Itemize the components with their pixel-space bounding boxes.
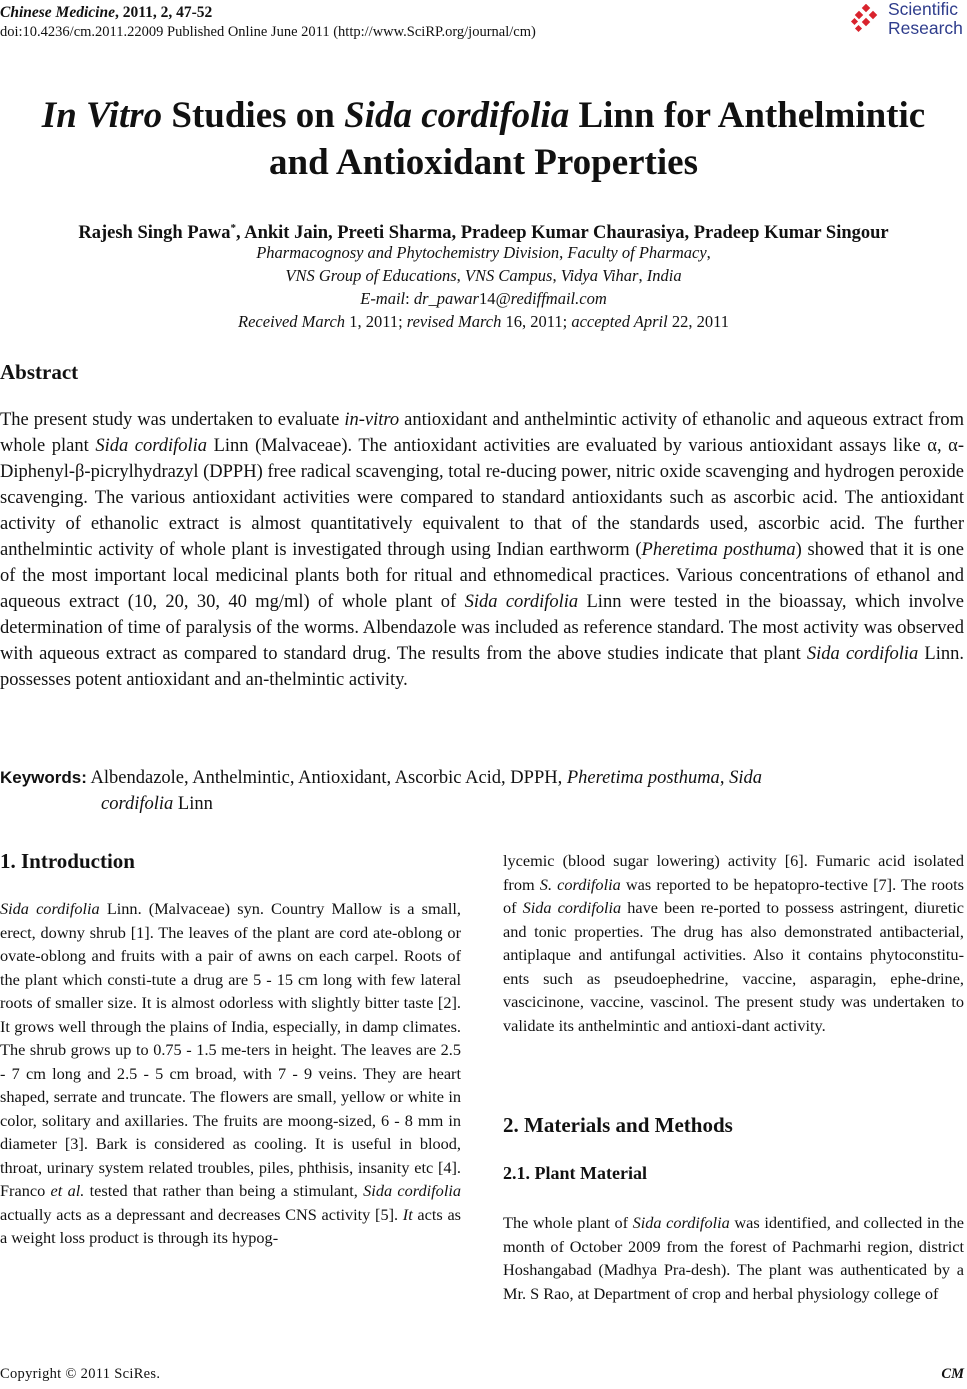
title-line-1 [0, 92, 967, 139]
methods-text: was identified, and collected in the month of October 2009 from the forest of Pachmarhi region, district Hoshangabad (Madhya Pra-desh). The plant was authenticated by a Mr. S Rao, at Department of crop and herbal physiology college of [503, 1213, 964, 1303]
journal-abbreviation: CM [941, 1366, 964, 1382]
logo-line-2: Research [888, 18, 963, 38]
affil-city: Vidya Vihar [560, 266, 639, 285]
affiliation-line-1 [0, 241, 967, 264]
abstract-italic: Sida cordifolia [806, 644, 919, 664]
copyright-notice: Copyright © 2011 SciRes. [0, 1366, 161, 1382]
revised-label: revised March [406, 312, 502, 331]
co-authors: , Ankit Jain, Preeti Sharma, Pradeep Kumar Chaurasiya, Pradeep Kumar Singour [235, 223, 889, 244]
journal-citation [0, 4, 212, 22]
received-date: 1, 2011; [345, 312, 407, 331]
abstract-text: Linn were tested in the bioassay, which involve determination of time of paralysis of the worms. Albendazole was included as reference standard. The most activity was observed with aqueous extract as compared to standard drug. The results from the above studies indicate that plant [0, 592, 964, 664]
journal-volume: , 2011, 2, 47-52 [114, 4, 213, 21]
keywords-text: Albendazole, Anthelmintic, Antioxidant, Ascorbic Acid, DPPH, [86, 768, 567, 788]
keywords-line-1 [0, 765, 964, 791]
abstract-text: Linn. possesses potent antioxidant and an-thelmintic activity. [0, 644, 964, 690]
corresponding-author: Rajesh Singh Pawa [78, 223, 231, 244]
affil-division: Pharmacognosy and Phytochemistry Division [256, 243, 560, 262]
title-text-2: Linn for Anthelmintic [569, 95, 926, 136]
methods-italic: Sida cordifolia [632, 1213, 730, 1232]
intro-italic: Sida cordifolia [363, 1181, 462, 1200]
revised-date: 16, 2011; [501, 312, 572, 331]
affil-sep: , [456, 266, 465, 285]
intro-italic: Sida cordifolia [522, 898, 622, 917]
email-colon: : [405, 289, 414, 308]
abstract-heading: Abstract [0, 360, 79, 384]
scientific-research-logo-icon [850, 4, 882, 36]
email-domain[interactable]: @rediffmail.com [495, 289, 607, 308]
dates-line [0, 310, 967, 333]
keywords-italic: cordifolia [101, 794, 174, 814]
abstract-text: Linn (Malvaceae). The antioxidant activities are evaluated by various antioxidant assays like α, α-Diphenyl-β-picrylhydrazyl (DPPH) free radical scavenging, total re-ducing power, nitric oxide scavenging and hydrogen peroxide scavenging. The various antioxidant activities were compared to standard antioxidants such as ascorbic acid. The antioxidant activity of ethanolic extract is almost quantitatively equivalent to that of the standards used, ascorbic acid. The further anthelmintic activity of whole plant is investigated through using Indian earthworm ( [0, 436, 964, 560]
intro-text: lycemic (blood sugar lowering) activity [6]. Fumaric acid isolated from [503, 851, 964, 894]
affil-faculty: Faculty of Pharmacy [567, 243, 707, 262]
email-digits[interactable]: 14 [478, 289, 496, 308]
email-user[interactable]: dr_pawar [413, 289, 479, 308]
intro-text: tested that rather than being a stimulant, [84, 1181, 364, 1200]
paper-title [0, 92, 967, 186]
intro-text: was reported to be hepatopro-tective [7]. The roots of [503, 874, 964, 917]
affil-sep: , [559, 243, 568, 262]
section-heading-materials-methods: 2. Materials and Methods [503, 1113, 733, 1137]
abstract-body [0, 407, 964, 693]
doi-line: doi:10.4236/cm.2011.22009 Published Online June 2011 (http://www.SciRP.org/journal/cm) [0, 24, 536, 40]
accepted-label: accepted April [571, 312, 668, 331]
email-line [0, 287, 967, 310]
section-heading-introduction: 1. Introduction [0, 849, 135, 873]
abstract-text: antioxidant and anthelmintic activity of ethanolic and aqueous extract from whole plant [0, 410, 964, 456]
keywords-line-2 [0, 791, 964, 817]
intro-text: acts as a weight loss product is through its hypog- [0, 1204, 462, 1247]
intro-text: have been re-ported to possess astringent, diuretic and tonic properties. The drug has also demonstrated antibacterial, antiplaque and antifungal activities. Also it contains phytoconstitu-ents such as pseudoephedrine, vaccine, asparagin, ephe-drine, vascicinone, vaccine, vascinol. The present study was undertaken to validate its anthelmintic and antioxi-dant activity. [503, 898, 964, 1035]
methods-text: The whole plant of [503, 1213, 633, 1232]
email-label: E-mail [360, 289, 406, 308]
affil-campus: VNS Campus [464, 266, 553, 285]
affil-country: India [646, 266, 682, 285]
intro-italic: et al. [50, 1181, 85, 1200]
intro-italic: S. cordifolia [539, 874, 621, 894]
intro-text: Linn. (Malvaceae) syn. Country Mallow is a small, erect, downy shrub [1]. The leaves of the plant are cord ate-oblong or ovate-oblong and fruits with a pair of awns on each carpel. Roots of the plant which consti-tute a drug are 5 - 15 cm long with few lateral roots of smaller size. It is almost odorless with slightly bitter taste [2]. It grows well through the plains of India, especially, in damp climates. The shrub grows up to 0.75 - 1.5 me-ters in height. The leaves are 2.5 - 7 cm long and 2.5 - 5 cm broad, with 7 - 9 veins. They are heart shaped, serrate and truncate. The flowers are small, yellow or white in color, solitary and axillaries. The fruits are moong-sized, 6 - 8 mm in diameter [3]. Bark is considered as cooling. It is useful in blood, throat, urinary system related troubles, piles, phthisis, insanity etc [4]. Franco [0, 899, 461, 1200]
affil-comma: , [706, 243, 711, 262]
intro-italic: Sida cordifolia [0, 899, 100, 918]
logo-wordmark [888, 0, 963, 38]
abstract-text: ) showed that it is one of the most important local medicinal plants both for ritual and ethnomedical practices. Various concentrations of ethanol and aqueous extract (10, 20, 30, 40 mg/ml) of whole plant of [0, 540, 964, 612]
keywords [0, 765, 964, 817]
keywords-italic: Pheretima posthuma [566, 768, 720, 788]
introduction-body [0, 897, 461, 1250]
logo-line-1: Scientific [888, 0, 959, 19]
title-text-1: Studies on [162, 95, 345, 136]
affiliation-line-2 [0, 264, 967, 287]
abstract-italic: in-vitro [344, 410, 400, 430]
intro-text: actually acts as a depressant and decreases CNS activity [5]. [0, 1204, 403, 1224]
keywords-text: Linn [173, 794, 213, 814]
intro-italic: It [402, 1204, 413, 1224]
affil-group: VNS Group of Educations [285, 266, 457, 285]
abstract-italic: Pheretima posthuma [641, 540, 796, 560]
corresponding-mark: * [230, 222, 236, 234]
title-line-2: and Antioxidant Properties [269, 142, 698, 183]
affil-sep: , [638, 266, 647, 285]
keywords-label: Keywords: [0, 768, 87, 787]
publisher-logo [850, 0, 967, 40]
abstract-text: The present study was undertaken to evaluate [0, 410, 345, 430]
title-italic-2: Sida cordifolia [344, 95, 570, 136]
journal-name: Chinese Medicine [0, 4, 115, 21]
keywords-italic: Sida [729, 768, 762, 788]
introduction-body-continued [503, 849, 964, 1037]
plant-material-body [503, 1211, 964, 1305]
affil-sep: , [552, 266, 561, 285]
abstract-italic: Sida cordifolia [464, 592, 579, 612]
title-italic-1: In Vitro [41, 95, 163, 136]
abstract-italic: Sida cordifolia [95, 436, 208, 456]
accepted-date: 22, 2011 [667, 312, 729, 331]
subsection-heading-plant-material: 2.1. Plant Material [503, 1163, 647, 1183]
received-label: Received March [238, 312, 346, 331]
keywords-text: , [719, 768, 730, 788]
